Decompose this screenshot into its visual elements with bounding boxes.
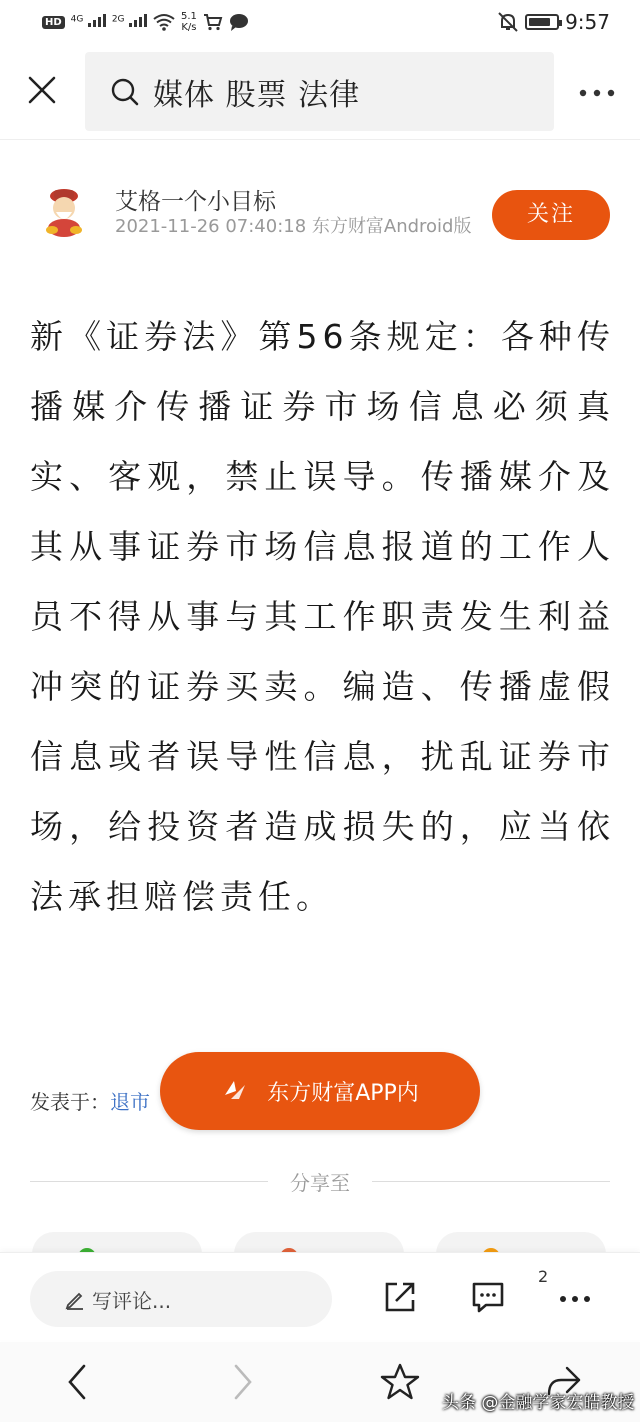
close-button[interactable] [22,70,62,110]
pen-icon [64,1288,86,1310]
open-in-app-button[interactable] [160,1052,480,1130]
published-in [30,1086,150,1115]
clock: 9:57 [565,10,610,34]
sim1-signal [71,13,106,31]
more-button[interactable] [575,74,619,104]
article-body: 新《证券法》第56条规定：各种传播媒介传播证券市场信息必须真实、客观，禁止误导。传播媒介及其从事证券市场信息报道的工作人员不得从事与其工作职责发生利益冲突的证券买卖。编造、传播虚假信息或者误导性信息，扰乱证券市场，给投资者造成损失的，应当依法承担赔偿责任。 [30,317,615,916]
forward-icon[interactable] [222,1362,262,1402]
comment-placeholder: 写评论... [92,1288,172,1313]
share-label: 分享至 [290,1170,350,1195]
battery-icon [525,14,559,30]
wifi-icon [153,13,175,31]
divider-line [30,1181,268,1182]
published-label: 发表于： [30,1090,110,1114]
search-icon [111,78,139,106]
speed-value: 5.1 [180,11,197,22]
sim1-label: 4G [70,14,84,25]
signal-icon [129,13,147,27]
battery-level [529,18,550,26]
cart-icon [203,13,223,31]
top-bar [0,44,640,140]
mute-bell-icon [497,12,519,32]
network-speed [181,11,197,33]
status-right [497,10,610,34]
star-icon[interactable] [380,1362,420,1402]
sim2-label: 2G [111,14,125,25]
app-logo-icon [221,1077,249,1105]
author-row [0,180,640,270]
status-left [42,11,249,33]
search-bar[interactable] [85,52,554,131]
hd-badge: HD [42,16,65,29]
post-meta: 2021-11-26 07:40:18 东方财富Android版 [115,216,472,237]
watermark: 头条 @金融学家宏皓教授 [442,1393,635,1413]
speed-unit: K/s [181,22,197,33]
more-icon [577,88,617,98]
sim2-signal [112,13,147,31]
open-in-app-label: 东方财富APP内 [267,1080,419,1106]
comment-input[interactable] [30,1271,332,1327]
back-icon[interactable] [58,1362,98,1402]
published-link[interactable]: 退市 [110,1090,150,1114]
share-icon[interactable] [382,1279,418,1315]
more-icon[interactable] [557,1279,593,1315]
search-query: 媒体 股票 法律 [153,77,361,113]
avatar[interactable] [38,186,90,238]
divider-line [372,1181,610,1182]
author-name[interactable]: 艾格一个小目标 [115,189,276,215]
signal-icon [88,13,106,27]
comment-count: 2 [538,1267,549,1286]
comment-bar [0,1252,640,1340]
message-icon [229,13,249,31]
close-icon [27,75,57,105]
follow-button[interactable]: 关注 [492,190,610,240]
comment-icon[interactable] [470,1279,506,1315]
status-bar [0,0,640,44]
share-divider [30,1166,610,1196]
